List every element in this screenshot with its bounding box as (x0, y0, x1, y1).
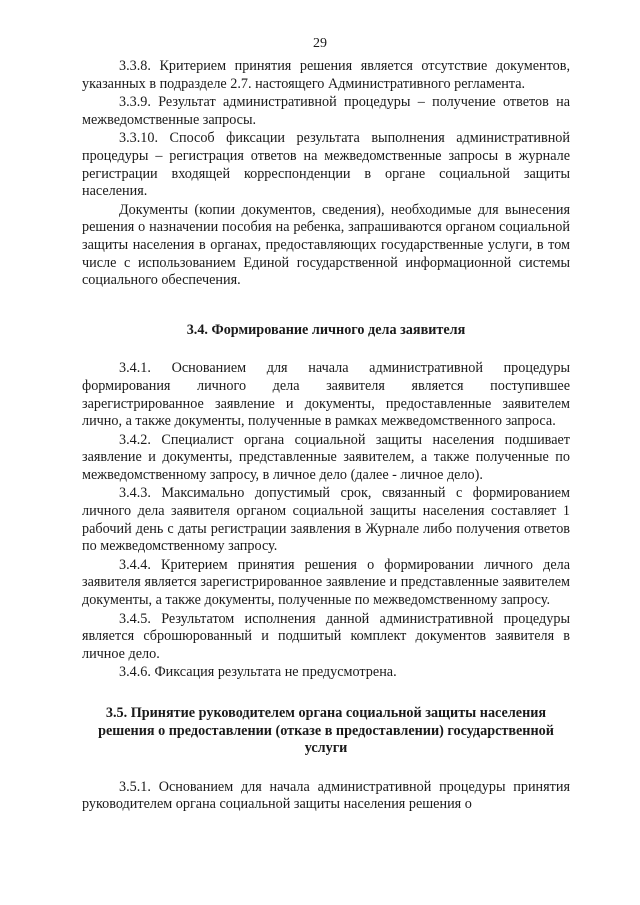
paragraph-3-4-6: 3.4.6. Фиксация результата не предусмотрена. (119, 664, 397, 681)
paragraph-3-4-2: 3.4.2. Специалист органа социальной защиты населения подшивает заявление и документы, представленные заявителем, а также полученные по межведомственному запросу, в личное дело (далее - личное дело). (82, 431, 570, 483)
paragraph-documents: Документы (копии документов, сведения), необходимые для вынесения решения о назначении пособия на ребенка, запрашиваются органом социальной защиты населения в органах, предоставляющих государственные услуги, в том числе с использованием Единой государственной информационной системы социального обеспечения. (82, 201, 570, 289)
paragraph-3-3-9: 3.3.9. Результат административной процедуры – получение ответов на межведомственные запросы. (82, 94, 570, 128)
paragraph-3-4-1: 3.4.1. Основанием для начала административной процедуры формирования личного дела заявителя является поступившее зарегистрированное заявление и документы, предоставленные заявителем лично, а также документы, полученные в рамках межведомственного запроса. (82, 360, 570, 430)
paragraph-3-4-5: 3.4.5. Результатом исполнения данной административной процедуры является сброшюрованный и подшитый комплект документов заявителя в личное дело. (82, 610, 570, 662)
page-number: 29 (313, 36, 327, 51)
paragraph-3-4-3: 3.4.3. Максимально допустимый срок, связанный с формированием личного дела заявителя органом социальной защиты населения составляет 1 рабочий день с даты регистрации заявления в Журнале либо получения ответов по межведомственному запросу. (82, 485, 570, 555)
section-heading-3-4: 3.4. Формирование личного дела заявителя (186, 321, 466, 338)
section-heading-3-5: 3.5. Принятие руководителем органа социальной защиты населения решения о предоставлении (отказе в предоставлении) государственной услуги (98, 705, 554, 757)
document-body (82, 58, 570, 814)
paragraph-3-4-4: 3.4.4. Критерием принятия решения о формировании личного дела заявителя является зарегистрированное заявление и представленные заявителем документы, а также документы, полученные по межведомственному запросу. (82, 556, 570, 609)
paragraph-3-3-10: 3.3.10. Способ фиксации результата выполнения административной процедуры – регистрация ответов на межведомственные запросы в журнале регистрации входящей корреспонденции в органе социальной защиты населения. (82, 130, 570, 200)
paragraph-3-3-8: 3.3.8. Критерием принятия решения является отсутствие документов, указанных в подразделе 2.7. настоящего Административного регламента. (82, 58, 570, 92)
paragraph-3-5-1: 3.5.1. Основанием для начала административной процедуры принятия руководителем органа социальной защиты населения решения о (82, 778, 570, 813)
